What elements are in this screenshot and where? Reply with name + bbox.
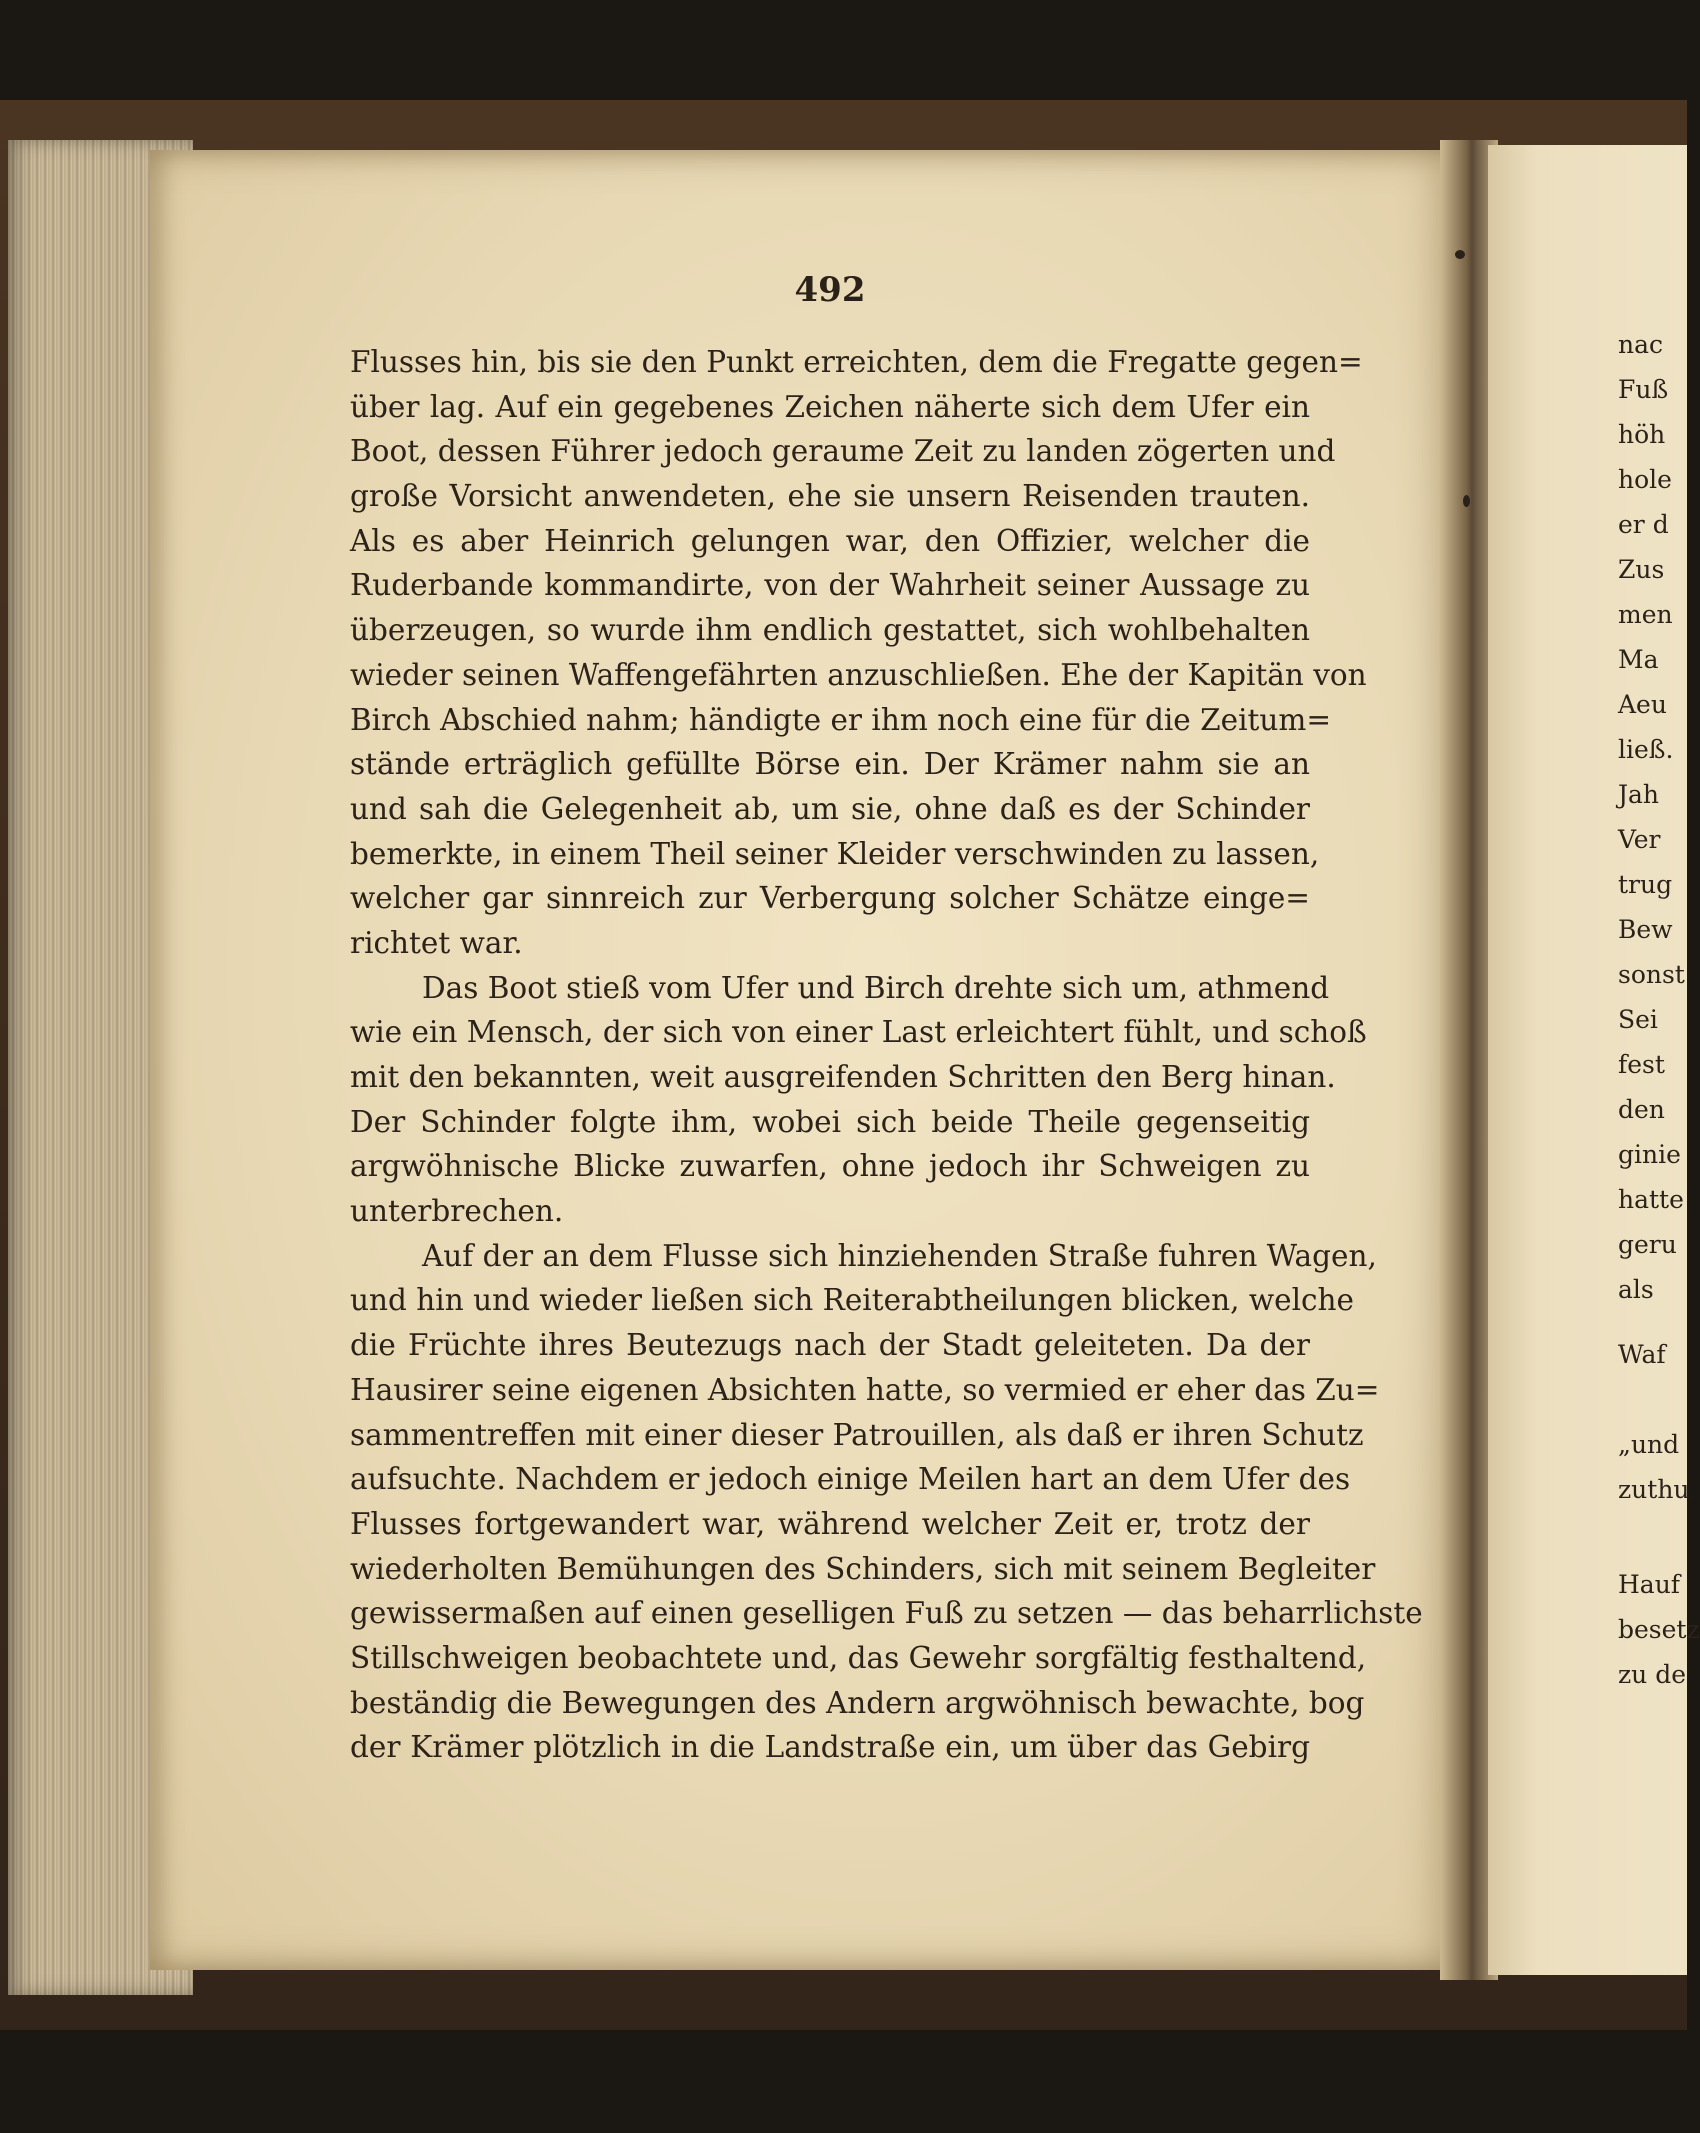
- text-fragment: ließ.: [1618, 735, 1674, 764]
- text-fragment: sonst: [1618, 960, 1685, 989]
- text-fragment: ginie: [1618, 1140, 1681, 1169]
- text-line: Flusses hin, bis sie den Punkt erreichten, dem die Fregatte gegen=: [350, 345, 1363, 379]
- text-line: Stillschweigen beobachtete und, das Gewehr sorgfältig festhaltend,: [350, 1640, 1367, 1675]
- text-fragment: zuthu: [1618, 1475, 1690, 1504]
- text-line: wieder seinen Waffengefährten anzuschließen. Ehe der Kapitän von: [350, 657, 1367, 692]
- text-fragment: er d: [1618, 510, 1669, 539]
- text-line: beständig die Bewegungen des Andern argwöhnisch bewachte, bog: [350, 1685, 1365, 1720]
- page-number: 492: [794, 270, 866, 310]
- text-line: richtet war.: [350, 925, 523, 960]
- text-line: Als es aber Heinrich gelungen war, den Offizier, welcher die: [350, 523, 1310, 558]
- text-fragment: Aeu: [1618, 690, 1667, 719]
- text-line: die Früchte ihres Beutezugs nach der Stadt geleiteten. Da der: [350, 1328, 1310, 1363]
- text-line: stände erträglich gefüllte Börse ein. Der Krämer nahm sie an: [350, 747, 1310, 782]
- text-fragment: Zus: [1618, 555, 1665, 584]
- text-fragment: höh: [1618, 420, 1666, 449]
- text-line: Ruderbande kommandirte, von der Wahrheit seiner Aussage zu: [350, 568, 1310, 603]
- text-line: aufsuchte. Nachdem er jedoch einige Meilen hart an dem Ufer des: [350, 1462, 1351, 1497]
- text-line: Der Schinder folgte ihm, wobei sich beide Theile gegenseitig: [350, 1104, 1310, 1139]
- text-line: große Vorsicht anwendeten, ehe sie unsern Reisenden trauten.: [350, 479, 1310, 514]
- text-fragment: Waf: [1618, 1340, 1666, 1369]
- text-line: wie ein Mensch, der sich von einer Last erleichtert fühlt, und schoß: [350, 1015, 1367, 1050]
- text-fragment: den: [1618, 1095, 1665, 1124]
- text-fragment: Ma: [1618, 645, 1659, 674]
- text-fragment: besetz: [1618, 1615, 1700, 1644]
- text-fragment: men: [1618, 600, 1673, 629]
- text-fragment: hole: [1618, 465, 1672, 494]
- text-line: sammentreffen mit einer dieser Patrouillen, als daß er ihren Schutz: [350, 1417, 1364, 1452]
- text-fragment: geru: [1618, 1230, 1677, 1259]
- text-fragment: Fuß: [1618, 375, 1669, 404]
- text-fragment: Sei: [1618, 1005, 1658, 1034]
- text-line: gewissermaßen auf einen geselligen Fuß zu setzen — das beharrlichste: [350, 1596, 1423, 1631]
- text-line: und hin und wieder ließen sich Reiterabtheilungen blicken, welche: [350, 1283, 1355, 1318]
- text-line: Auf der an dem Flusse sich hinziehenden Straße fuhren Wagen,: [422, 1238, 1377, 1273]
- text-line: Das Boot stieß vom Ufer und Birch drehte sich um, athmend: [422, 970, 1330, 1005]
- text-line: Birch Abschied nahm; händigte er ihm noch eine für die Zeitum=: [350, 702, 1332, 737]
- text-line: unterbrechen.: [350, 1194, 564, 1229]
- text-line: überzeugen, so wurde ihm endlich gestattet, sich wohlbehalten: [350, 613, 1310, 648]
- text-line: Hausirer seine eigenen Absichten hatte, so vermied er eher das Zu=: [350, 1372, 1380, 1407]
- text-line: wiederholten Bemühungen des Schinders, sich mit seinem Begleiter: [350, 1551, 1376, 1586]
- text-fragment: hatte: [1618, 1185, 1684, 1214]
- left-page-text: [350, 340, 1423, 1770]
- text-fragment: Bew: [1618, 915, 1673, 944]
- text-line: welcher gar sinnreich zur Verbergung solcher Schätze einge=: [350, 881, 1310, 916]
- text-line: der Krämer plötzlich in die Landstraße ein, um über das Gebirg: [350, 1730, 1310, 1765]
- ink-speck: [1455, 250, 1465, 259]
- text-line: mit den bekannten, weit ausgreifenden Schritten den Berg hinan.: [350, 1060, 1336, 1094]
- text-fragment: Jah: [1618, 780, 1660, 809]
- text-fragment: fest: [1618, 1050, 1665, 1079]
- text-fragment: als: [1618, 1275, 1654, 1304]
- text-line: bemerkte, in einem Theil seiner Kleider verschwinden zu lassen,: [350, 836, 1320, 871]
- text-line: über lag. Auf ein gegebenes Zeichen näherte sich dem Ufer ein: [350, 389, 1310, 424]
- text-fragment: Hauf: [1618, 1570, 1681, 1599]
- text-line: und sah die Gelegenheit ab, um sie, ohne daß es der Schinder: [350, 791, 1310, 826]
- text-fragment: trug: [1618, 870, 1673, 899]
- text-fragment: nac: [1618, 330, 1664, 359]
- text-fragment: zu de: [1618, 1660, 1687, 1689]
- text-line: argwöhnische Blicke zuwarfen, ohne jedoch ihr Schweigen zu: [350, 1149, 1310, 1184]
- text-line: Boot, dessen Führer jedoch geraume Zeit zu landen zögerten und: [350, 434, 1336, 469]
- ink-speck: [1463, 495, 1470, 507]
- text-fragment: „und: [1618, 1430, 1680, 1459]
- text-fragment: Ver: [1618, 825, 1661, 854]
- text-line: Flusses fortgewandert war, während welcher Zeit er, trotz der: [350, 1506, 1310, 1541]
